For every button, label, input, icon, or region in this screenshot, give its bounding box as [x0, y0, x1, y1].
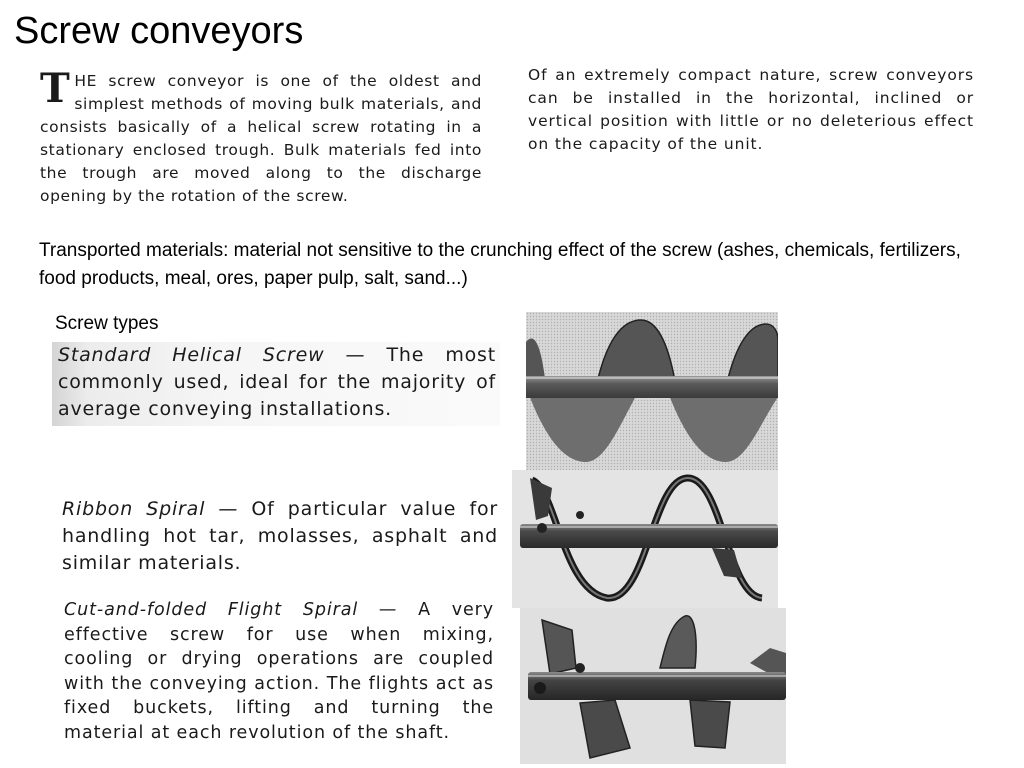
type-name: Cut-and-folded Flight Spiral: [64, 600, 359, 620]
intro-paragraph: [40, 65, 482, 208]
screw-types-label: Screw types: [55, 313, 159, 334]
intro-text: HE screw conveyor is one of the oldest and simplest methods of moving bulk materials, and consists basically of a helical screw rotating in a stationary enclosed trough. Bulk materials fed into the trough are moved along to the discharge opening by the rotation of the screw.: [40, 72, 482, 205]
transported-materials-text: Transported materials: material not sensitive to the crunching effect of the screw (ashes, chemicals, fertilizers, food products, meal, ores, paper pulp, salt, sand...): [39, 240, 961, 289]
type-name: Ribbon Spiral: [62, 498, 206, 520]
compact-nature-paragraph: Of an extremely compact nature, screw conveyors can be installed in the horizontal, inclined or vertical position with little or no deleterious effect on the capacity of the unit.: [528, 66, 974, 153]
type-description: The most commonly used, ideal for the majority of average conveying installations.: [58, 344, 496, 420]
drop-cap: T: [40, 65, 71, 112]
cut-and-folded-flight-photo: [520, 608, 786, 764]
standard-helical-screw-caption: Standard Helical Screw — The most commonly used, ideal for the majority of average conveying installations.: [52, 342, 500, 426]
cut-and-folded-flight-caption: Cut-and-folded Flight Spiral — A very effective screw for use when mixing, cooling or drying operations are coupled with the conveying action. The flights act as fixed buckets, lifting and turning the material at each revolution of the shaft.: [64, 600, 495, 743]
type-name: Standard Helical Screw: [58, 344, 325, 366]
type-description: Of particular value for handling hot tar, molasses, asphalt and similar materials.: [62, 498, 499, 574]
standard-helical-screw-photo: [526, 312, 778, 470]
page-title: Screw conveyors: [14, 10, 304, 52]
ribbon-spiral-photo: [512, 470, 778, 608]
type-description: A very effective screw for use when mixing, cooling or drying operations are coupled with the conveying action. The flights act as fixed buckets, lifting and turning the material at each revolution of the shaft.: [64, 600, 495, 743]
ribbon-spiral-caption: Ribbon Spiral — Of particular value for handling hot tar, molasses, asphalt and similar materials.: [62, 498, 499, 574]
